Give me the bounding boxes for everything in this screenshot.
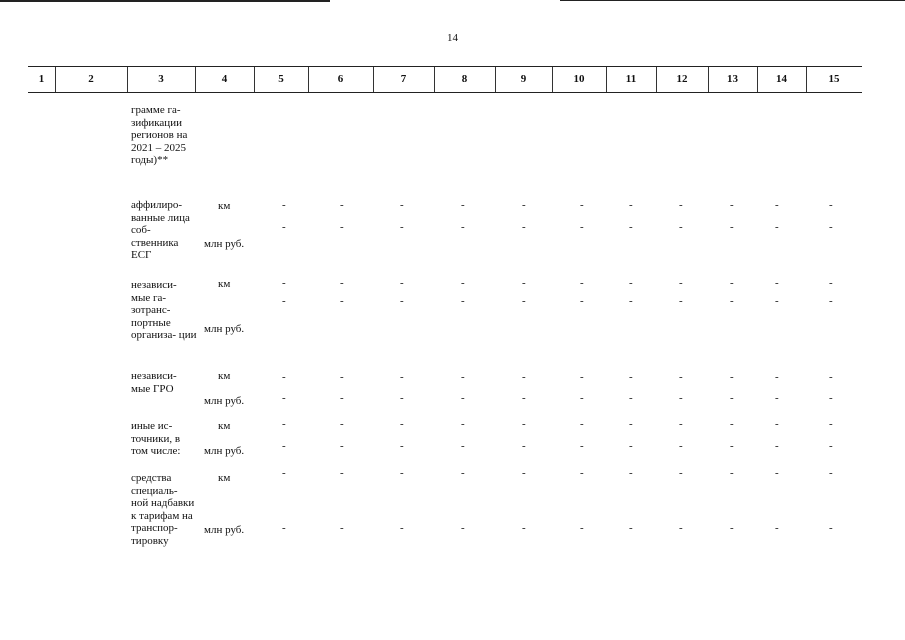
column-header-2: 2 <box>88 73 94 85</box>
cell-value: - <box>400 371 404 383</box>
cell-value: - <box>629 418 633 430</box>
column-header-15: 15 <box>828 73 840 85</box>
column-header-11: 11 <box>625 73 637 85</box>
cell-value: - <box>461 467 465 479</box>
cell-value: - <box>522 467 526 479</box>
cell-value: - <box>629 277 633 289</box>
cell-value: - <box>730 221 734 233</box>
cell-value: - <box>730 277 734 289</box>
cell-value: - <box>340 199 344 211</box>
unit-label: млн руб. <box>204 238 245 250</box>
cell-value: - <box>400 418 404 430</box>
cell-value: - <box>775 440 779 452</box>
cell-value: - <box>829 467 833 479</box>
column-header-10: 10 <box>573 73 585 85</box>
cell-value: - <box>282 371 286 383</box>
cell-value: - <box>400 467 404 479</box>
cell-value: - <box>629 522 633 534</box>
cell-value: - <box>775 199 779 211</box>
cell-value: - <box>461 392 465 404</box>
cell-value: - <box>282 418 286 430</box>
cell-value: - <box>282 440 286 452</box>
row-label: средства специаль- ной надбавки к тарифам на транспор- тировку <box>131 472 195 547</box>
cell-value: - <box>629 199 633 211</box>
cell-value: - <box>730 392 734 404</box>
unit-label: млн руб. <box>204 524 245 536</box>
cell-value: - <box>730 467 734 479</box>
table-header-row <box>28 66 862 93</box>
cell-value: - <box>829 371 833 383</box>
cell-value: - <box>522 199 526 211</box>
cell-value: - <box>522 295 526 307</box>
cell-value: - <box>679 467 683 479</box>
column-header-7: 7 <box>400 73 407 85</box>
cell-value: - <box>580 371 584 383</box>
column-divider <box>552 67 553 92</box>
top-edge-rule-right <box>560 0 905 1</box>
row-label: независи- мые ГРО <box>131 370 177 395</box>
cell-value: - <box>580 418 584 430</box>
cell-value: - <box>679 221 683 233</box>
cell-value: - <box>282 392 286 404</box>
cell-value: - <box>730 522 734 534</box>
cell-value: - <box>340 371 344 383</box>
cell-value: - <box>522 277 526 289</box>
top-edge-rule-left <box>0 0 330 2</box>
column-divider <box>708 67 709 92</box>
cell-value: - <box>679 295 683 307</box>
row-label: иные ис- точники, в том числе: <box>131 420 181 458</box>
cell-value: - <box>580 522 584 534</box>
cell-value: - <box>775 418 779 430</box>
cell-value: - <box>829 418 833 430</box>
cell-value: - <box>522 392 526 404</box>
column-header-4: 4 <box>221 73 228 85</box>
column-divider <box>495 67 496 92</box>
column-divider <box>434 67 435 92</box>
cell-value: - <box>282 277 286 289</box>
cell-value: - <box>829 221 833 233</box>
column-divider <box>195 67 196 92</box>
cell-value: - <box>340 277 344 289</box>
cell-value: - <box>829 440 833 452</box>
cell-value: - <box>522 440 526 452</box>
cell-value: - <box>461 199 465 211</box>
cell-value: - <box>829 199 833 211</box>
column-divider <box>308 67 309 92</box>
column-divider <box>373 67 374 92</box>
column-divider <box>656 67 657 92</box>
cell-value: - <box>340 221 344 233</box>
unit-label: млн руб. <box>204 445 245 457</box>
cell-value: - <box>775 467 779 479</box>
cell-value: - <box>340 467 344 479</box>
cell-value: - <box>679 522 683 534</box>
cell-value: - <box>522 522 526 534</box>
cell-value: - <box>580 221 584 233</box>
cell-value: - <box>730 199 734 211</box>
cell-value: - <box>730 418 734 430</box>
cell-value: - <box>629 221 633 233</box>
column-header-5: 5 <box>278 73 284 85</box>
unit-label: км <box>218 472 231 484</box>
cell-value: - <box>730 440 734 452</box>
column-header-13: 13 <box>727 73 738 85</box>
cell-value: - <box>461 522 465 534</box>
cell-value: - <box>580 199 584 211</box>
cell-value: - <box>282 221 286 233</box>
cell-value: - <box>580 295 584 307</box>
unit-label: км <box>218 278 231 290</box>
column-divider <box>254 67 255 92</box>
column-header-3: 3 <box>158 73 164 85</box>
cell-value: - <box>775 277 779 289</box>
cell-value: - <box>400 392 404 404</box>
cell-value: - <box>580 277 584 289</box>
cell-value: - <box>829 392 833 404</box>
cell-value: - <box>461 221 465 233</box>
cell-value: - <box>522 418 526 430</box>
cell-value: - <box>730 371 734 383</box>
cell-value: - <box>340 522 344 534</box>
cell-value: - <box>679 418 683 430</box>
cell-value: - <box>629 295 633 307</box>
cell-value: - <box>400 440 404 452</box>
cell-value: - <box>282 199 286 211</box>
cell-value: - <box>461 371 465 383</box>
cell-value: - <box>580 392 584 404</box>
cell-value: - <box>679 199 683 211</box>
cell-value: - <box>580 467 584 479</box>
row-label: грамме га- зификации регионов на 2021 – 2025 годы)** <box>131 104 188 167</box>
column-header-12: 12 <box>676 73 688 85</box>
cell-value: - <box>400 522 404 534</box>
cell-value: - <box>461 277 465 289</box>
cell-value: - <box>340 392 344 404</box>
cell-value: - <box>679 392 683 404</box>
column-header-9: 9 <box>520 73 527 85</box>
cell-value: - <box>461 295 465 307</box>
column-divider <box>606 67 607 92</box>
cell-value: - <box>629 440 633 452</box>
column-divider <box>757 67 758 92</box>
cell-value: - <box>282 467 286 479</box>
cell-value: - <box>679 440 683 452</box>
cell-value: - <box>775 522 779 534</box>
cell-value: - <box>461 440 465 452</box>
column-divider <box>55 67 56 92</box>
unit-label: км <box>218 200 231 212</box>
cell-value: - <box>829 522 833 534</box>
cell-value: - <box>522 221 526 233</box>
page-number: 14 <box>447 32 458 44</box>
cell-value: - <box>522 371 526 383</box>
cell-value: - <box>629 371 633 383</box>
row-label: аффилиро- ванные лица соб- ственника ЕСГ <box>131 199 190 262</box>
cell-value: - <box>629 467 633 479</box>
unit-label: км <box>218 420 231 432</box>
unit-label: млн руб. <box>204 395 245 407</box>
cell-value: - <box>340 295 344 307</box>
cell-value: - <box>400 295 404 307</box>
cell-value: - <box>629 392 633 404</box>
row-label: независи- мые га- зотранс- портные организа- ции <box>131 279 197 342</box>
cell-value: - <box>775 221 779 233</box>
cell-value: - <box>580 440 584 452</box>
cell-value: - <box>679 371 683 383</box>
cell-value: - <box>340 418 344 430</box>
cell-value: - <box>400 199 404 211</box>
cell-value: - <box>461 418 465 430</box>
cell-value: - <box>829 295 833 307</box>
cell-value: - <box>730 295 734 307</box>
cell-value: - <box>400 221 404 233</box>
cell-value: - <box>775 295 779 307</box>
cell-value: - <box>775 371 779 383</box>
column-divider <box>806 67 807 92</box>
column-header-1: 1 <box>38 73 45 85</box>
cell-value: - <box>400 277 404 289</box>
cell-value: - <box>282 295 286 307</box>
unit-label: км <box>218 370 231 382</box>
cell-value: - <box>282 522 286 534</box>
cell-value: - <box>340 440 344 452</box>
unit-label: млн руб. <box>204 323 245 335</box>
cell-value: - <box>829 277 833 289</box>
column-header-14: 14 <box>776 73 787 85</box>
cell-value: - <box>679 277 683 289</box>
cell-value: - <box>775 392 779 404</box>
column-header-8: 8 <box>461 73 468 85</box>
column-header-6: 6 <box>337 73 344 85</box>
column-divider <box>127 67 128 92</box>
